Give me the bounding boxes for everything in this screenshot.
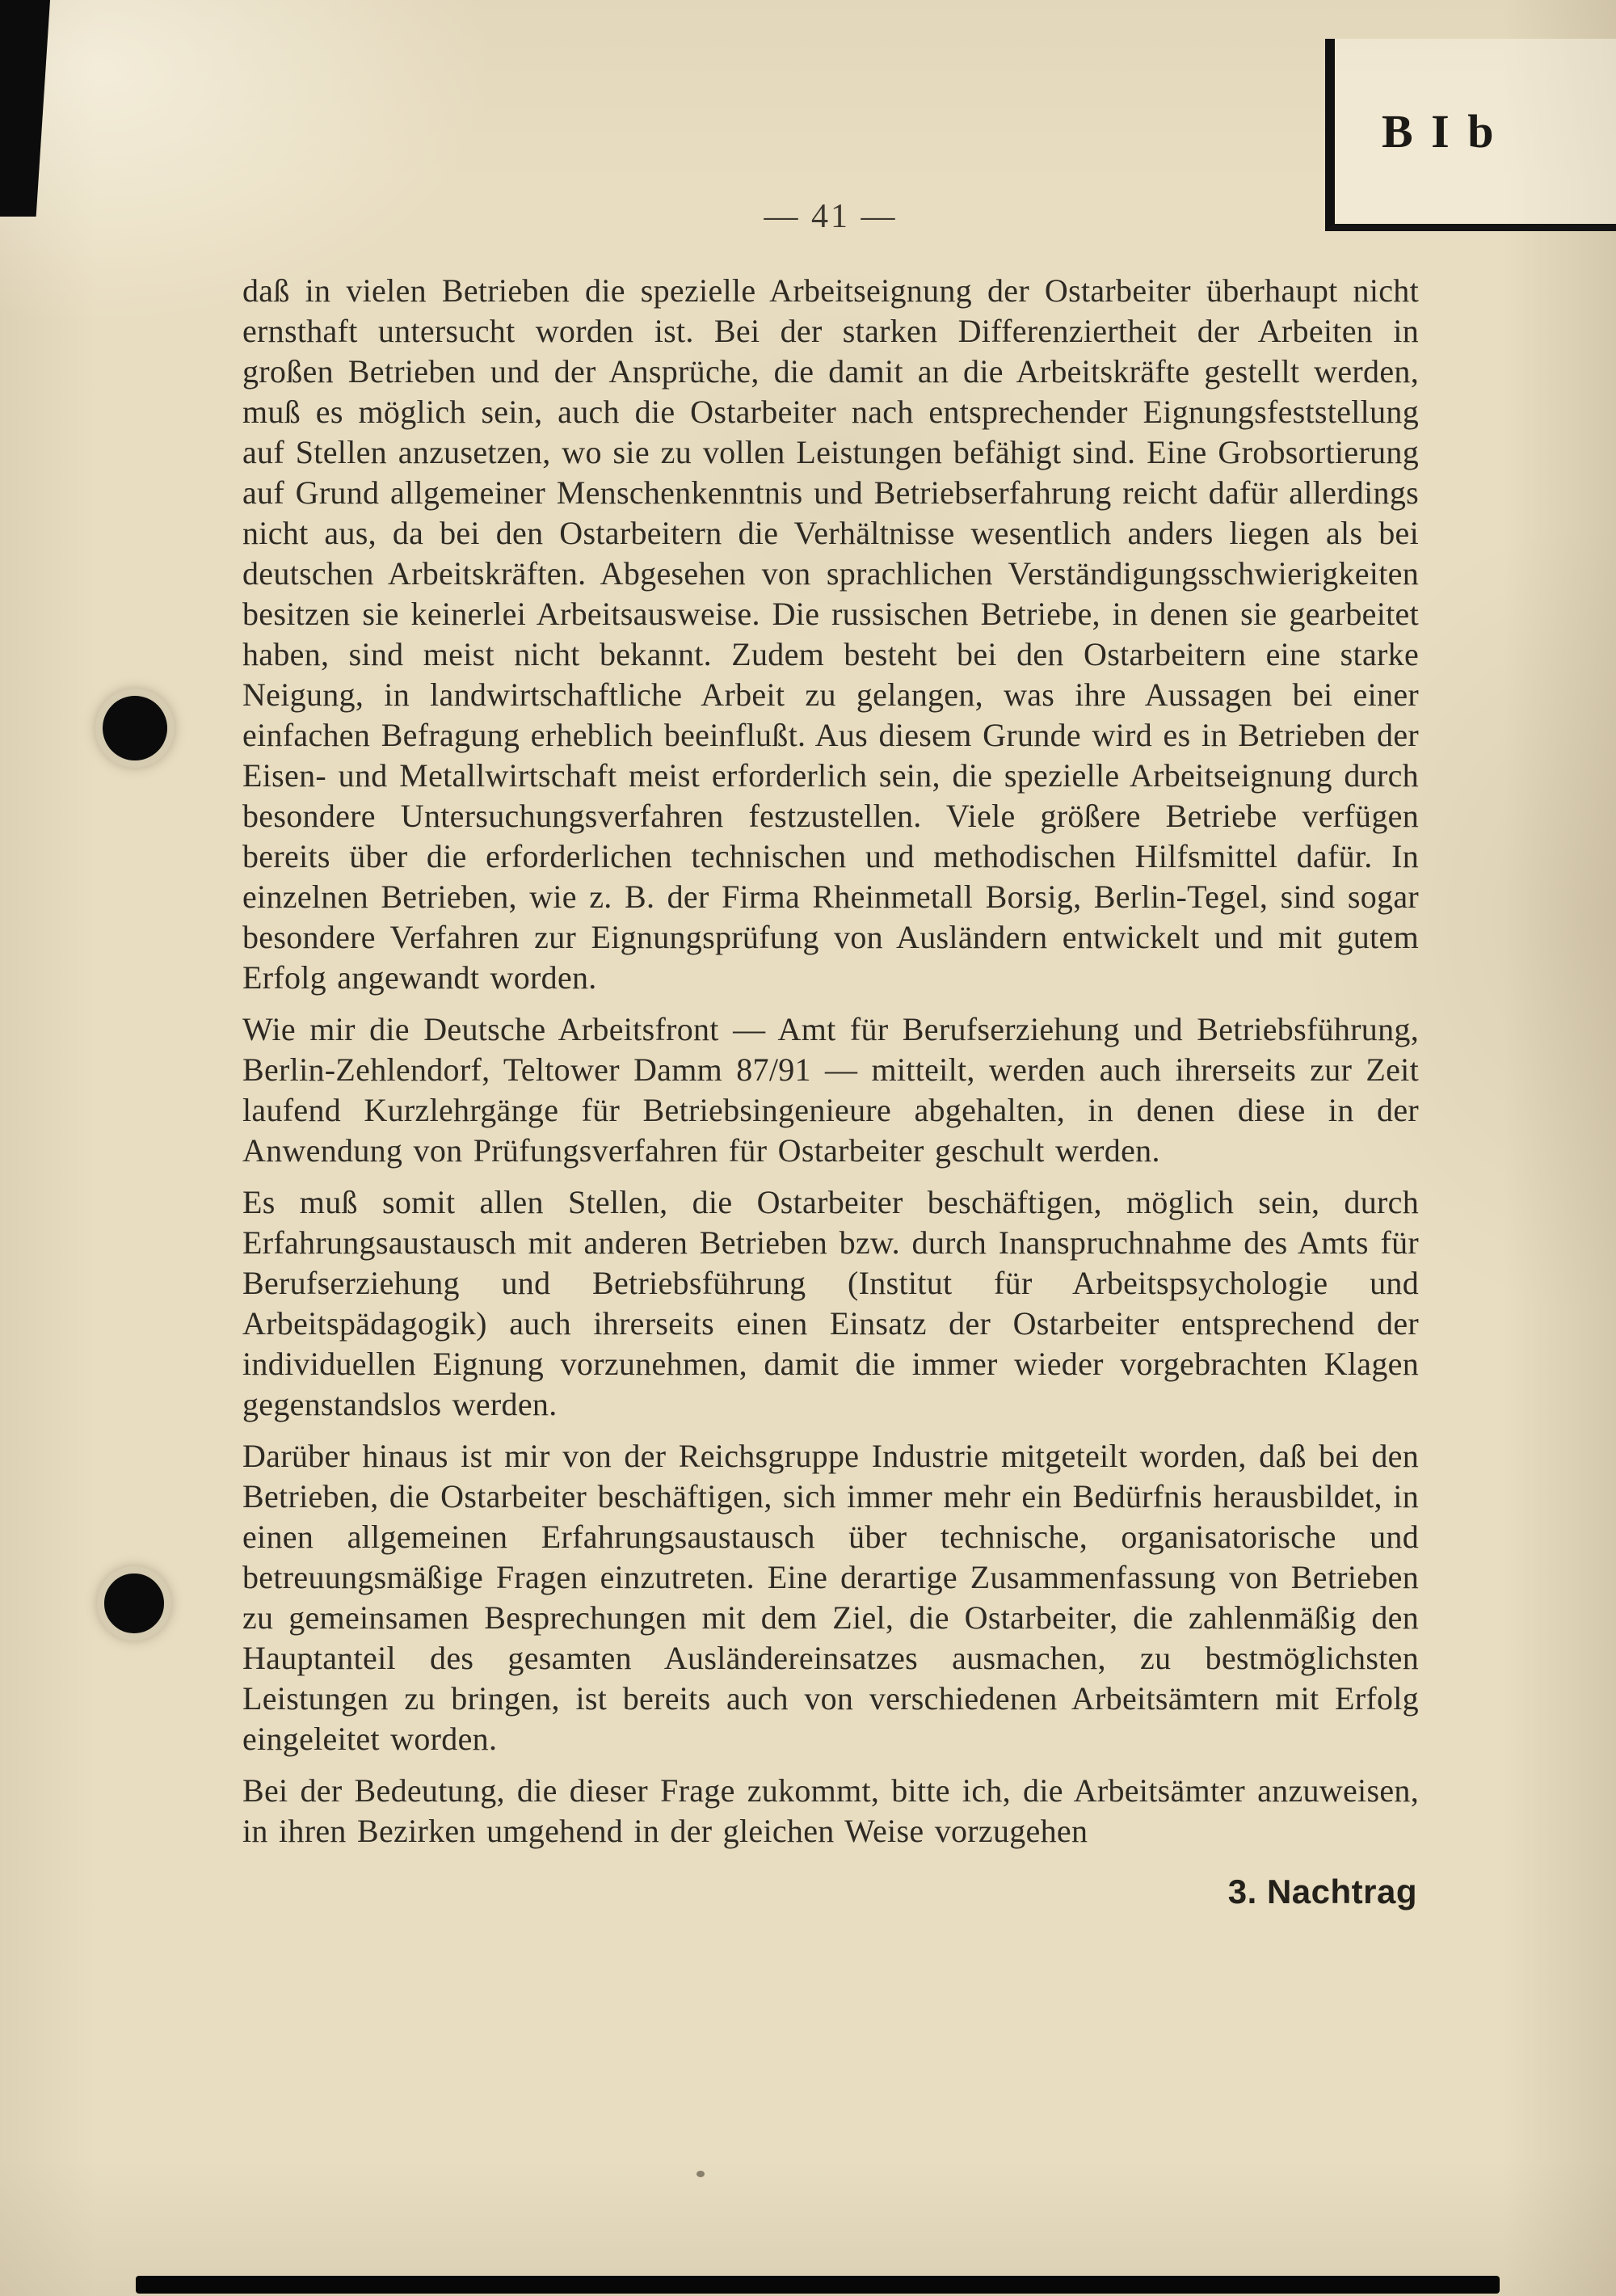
punch-hole-top [95,689,175,768]
body-text [242,271,1419,1911]
paragraph-2: Wie mir die Deutsche Arbeitsfront — Amt für Berufserziehung und Betriebsführung, Berlin-Zehlendorf, Teltower Damm 87/91 — mitteilt, werden auch ihrerseits zur Zeit laufend Kurzlehrgänge für Betriebsingenieure abgehalten, in denen diese in der Anwendung von Prüfungsverfahren für Ostarbeiter geschult werden. [242,1011,1419,1169]
paragraph-5: Bei der Bedeutung, die dieser Frage zukommt, bitte ich, die Arbeitsämter anzuweisen, in ihren Bezirken umgehend in der gleichen Weise vorzugehen [242,1772,1419,1849]
paper-stain [696,2171,705,2177]
page-number: — 41 — [764,198,898,235]
classification-label: B I b [1382,105,1497,158]
paragraph-4: Darüber hinaus ist mir von der Reichsgruppe Industrie mitgeteilt worden, daß bei den Betrieben, die Ostarbeiter beschäftigen, sich immer mehr ein Bedürfnis herausbildet, in einen allgemeinen Erfahrungsaustausch über technische, organisatorische und betreuungsmäßige Fragen einzutreten. Eine derartige Zusammenfassung von Betrieben zu gemeinsamen Besprechungen mit dem Ziel, die Ostarbeiter, die zahlenmäßig den Hauptanteil des gesamten Ausländereinsatzes ausmachen, zu bestmöglichsten Leistungen zu bringen, ist bereits auch von verschiedenen Arbeitsämtern mit Erfolg eingeleitet worden. [242,1438,1419,1757]
punch-hole-bottom [97,1566,171,1641]
paragraph-1: daß in vielen Betrieben die spezielle Arbeitseignung der Ostarbeiter überhaupt nicht ernsthaft untersucht worden ist. Bei der starken Differenziertheit der Arbeiten in großen Betrieben und der Ansprüche, die damit an die Arbeitskräfte gestellt werden, muß es möglich sein, auch die Ostarbeiter nach entsprechender Eignungsfeststellung auf Stellen anzusetzen, wo sie zu vollen Leistungen befähigt sind. Eine Grobsortierung auf Grund allgemeiner Menschenkenntnis und Betriebserfahrung reicht dafür allerdings nicht aus, da bei den Ostarbeitern die Verhältnisse wesentlich anders liegen als bei deutschen Arbeitskräften. Abgesehen von sprachlichen Verständigungsschwierigkeiten besitzen sie keinerlei Arbeitsausweise. Die russischen Betriebe, in denen sie gearbeitet haben, sind meist nicht bekannt. Zudem besteht bei den Ostarbeitern eine starke Neigung, in landwirtschaftliche Arbeit zu gelangen, was ihre Aussagen bei einer einfachen Befragung erheblich beeinflußt. Aus diesem Grunde wird es in Betrieben der Eisen- und Metallwirtschaft meist erforderlich sein, die spezielle Arbeitseignung durch besondere Untersuchungsverfahren festzustellen. Viele größere Betriebe verfügen bereits über die erforderlichen technischen und methodischen Hilfsmittel dafür. In einzelnen Betrieben, wie z. B. der Firma Rheinmetall Borsig, Berlin-Tegel, sind sogar besondere Verfahren zur Eignungsprüfung von Ausländern entwickelt und mit gutem Erfolg angewandt worden. [242,272,1419,996]
paragraph-3: Es muß somit allen Stellen, die Ostarbeiter beschäftigen, möglich sein, durch Erfahrungsaustausch mit anderen Betrieben bzw. durch Inanspruchnahme des Amts für Berufserziehung und Betriebsführung (Institut für Arbeitspsychologie und Arbeitspädagogik) auch ihrerseits einen Einsatz der Ostarbeiter entsprechend der individuellen Eignung vorzunehmen, damit die immer wieder vorgebrachten Klagen gegenstandslos werden. [242,1184,1419,1422]
scan-edge-bottom [136,2276,1500,2294]
footer-label: 3. Nachtrag [1227,1873,1417,1911]
scan-edge-top-left [0,0,50,217]
